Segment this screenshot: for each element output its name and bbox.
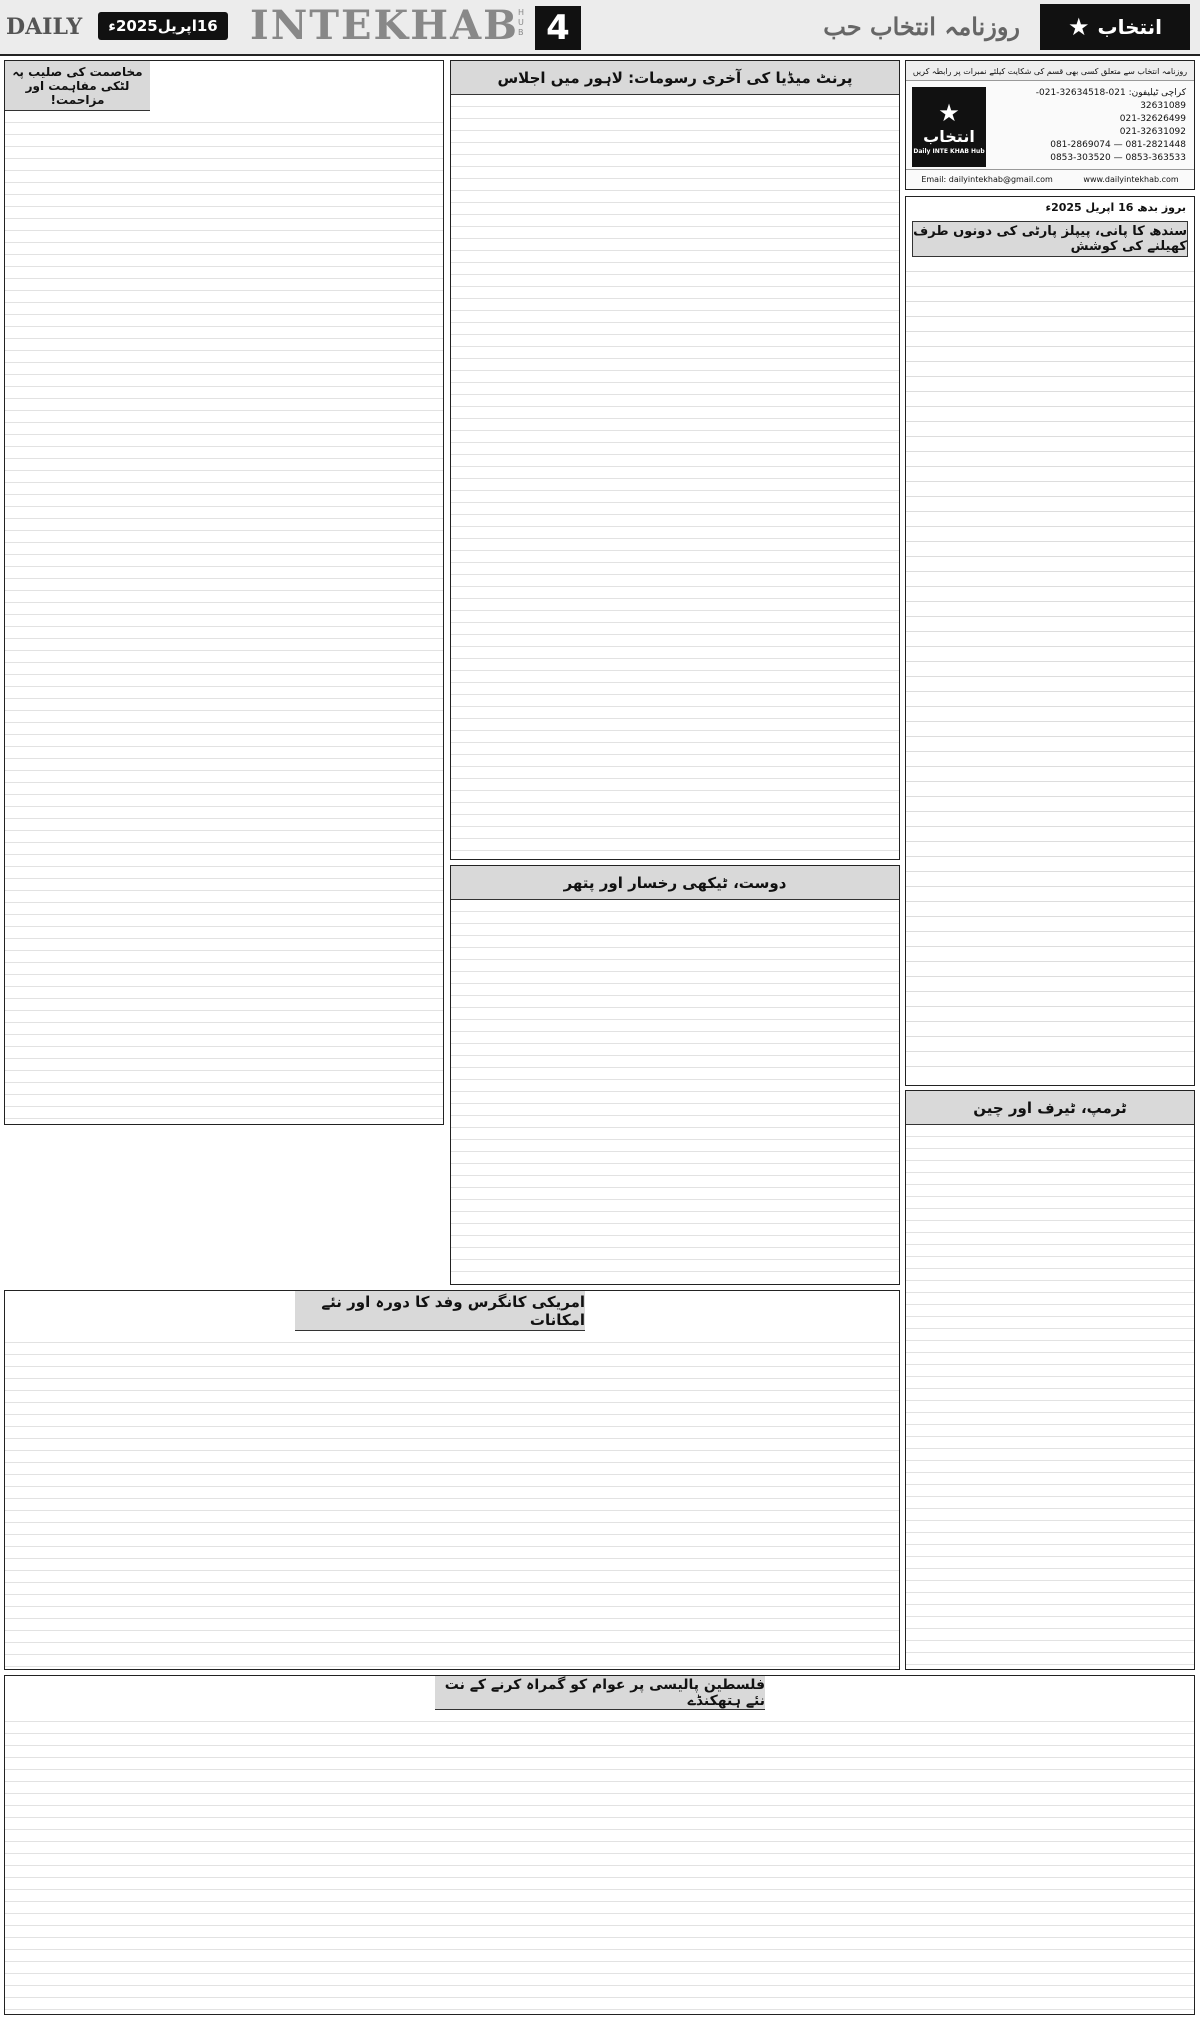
- left-body: [5, 113, 443, 1123]
- column-palestine: [4, 1675, 1195, 2015]
- logo-text: انتخاب: [1097, 15, 1163, 39]
- contact-box: [905, 60, 1195, 190]
- trump-body: [906, 1127, 1194, 1667]
- masthead: [0, 0, 1200, 56]
- email-line: [906, 169, 1194, 189]
- daily-label: DAILY: [6, 14, 83, 40]
- karachi-label: کراچی ٹیلیفون:: [1128, 88, 1186, 98]
- star-icon: ★: [1067, 13, 1090, 41]
- masthead-logo: [1040, 4, 1190, 50]
- phone-list: کراچی ٹیلیفون: 021-32634518-021-32631089 021-32626499 021-32631092 081-2821448 — 081-2869074 0853-363533 — 0853-303520: [990, 83, 1190, 169]
- phone-2: 021-32626499: [1119, 114, 1186, 124]
- brand-sub: H U B: [518, 8, 525, 37]
- friend-title: دوست، ٹیکھی رخسار اور پتھر: [451, 866, 899, 900]
- small-logo-text: انتخاب: [923, 127, 975, 146]
- hub-phone: 0853-363533: [1125, 153, 1186, 163]
- column-congress: [4, 1290, 900, 1670]
- hub-phone-2: 0853-303520: [1050, 153, 1111, 163]
- congress-title: امریکی کانگرس وفد کا دورہ اور نئے امکانات: [295, 1291, 585, 1331]
- column-friend: [450, 865, 900, 1285]
- afkar-body: [451, 97, 899, 857]
- small-logo-latin: Daily INTE KHAB Hub: [913, 148, 985, 155]
- column-trump: [905, 1090, 1195, 1670]
- afkar-title: پرنٹ میڈیا کی آخری رسومات: لاہور میں اجلاس: [451, 61, 899, 95]
- brand-urdu: روزنامہ انتخاب حب: [823, 12, 1020, 41]
- phone-3: 021-32631092: [1119, 127, 1186, 137]
- issue-date: 16اپریل2025ء: [98, 12, 228, 40]
- editorial-body: [906, 261, 1194, 1081]
- email: Email: dailyintekhab@gmail.com: [921, 175, 1053, 184]
- page-number: 4: [535, 6, 581, 50]
- palestine-body: [5, 1712, 1194, 2012]
- star-icon: ★: [938, 99, 960, 127]
- editorial-date: بروز بدھ 16 اپریل 2025ء: [1045, 201, 1186, 214]
- trump-title: ٹرمپ، ٹیرف اور چین: [906, 1091, 1194, 1125]
- small-logo: [912, 87, 986, 167]
- left-title: مخاصمت کی صلیب پہ لٹکی مفاہمت اور مزاحمت!: [5, 61, 150, 111]
- publisher-line: روزنامہ انتخاب سے متعلق کسی بھی قسم کی شکایت کیلئے نمبرات پر رابطہ کریں: [906, 61, 1194, 81]
- friend-body: [451, 902, 899, 1282]
- column-afkar: [450, 60, 900, 860]
- brand-latin: INTEKHAB: [250, 2, 519, 49]
- editorial: [905, 196, 1195, 1086]
- quetta-phone: 081-2821448: [1125, 140, 1186, 150]
- congress-body: [5, 1333, 899, 1667]
- quetta-phone-2: 081-2869074: [1050, 140, 1111, 150]
- karachi-phone: 021-32634518-021-32631089: [1035, 88, 1186, 111]
- website: www.dailyintekhab.com: [1083, 175, 1179, 184]
- editorial-title: سندھ کا پانی، پیپلز پارٹی کی دونوں طرف کھیلنے کی کوشش: [912, 221, 1188, 257]
- column-left: [4, 60, 444, 1125]
- palestine-title: فلسطین پالیسی پر عوام کو گمراہ کرنے کے نت نئے ہتھکنڈے: [435, 1676, 765, 1710]
